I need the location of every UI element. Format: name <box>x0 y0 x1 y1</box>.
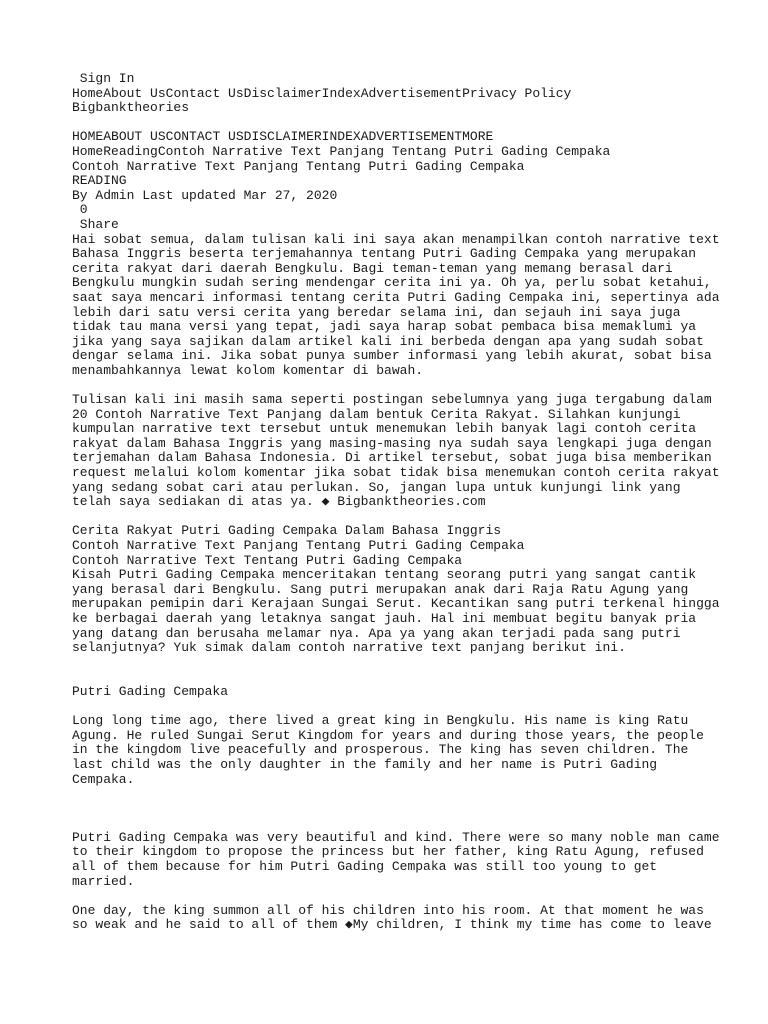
text-line: Bahasa Inggris beserta terjemahannya tentang Putri Gading Cempaka yang merupakan <box>72 246 697 262</box>
intro-paragraph <box>72 231 720 379</box>
breadcrumb-reading[interactable]: Reading <box>103 143 158 159</box>
text-line: kumpulan narrative text tersebut untuk menemukan lebih banyak lagi contoh cerita <box>72 421 697 437</box>
text-line: selanjutnya? Yuk simak dalam contoh narrative text panjang berikut ini. <box>72 640 626 656</box>
text-line: Tulisan kali ini masih sama seperti postingan sebelumnya yang juga tergabung dalam <box>72 392 712 408</box>
comment-count[interactable]: 0 <box>72 202 88 218</box>
text-line: jika yang saya sajikan dalam artikel kali ini berbeda dengan apa yang sudah sobat <box>72 333 704 349</box>
text-line: telah saya sediakan di atas ya. ◆ Bigbanktheories.com <box>72 494 486 510</box>
text-line: yang datang dan berusaha melamar nya. Apa ya yang akan terjadi pada sang putri <box>72 625 681 641</box>
page-content <box>72 71 720 933</box>
sign-in-link[interactable]: Sign In <box>72 71 135 86</box>
top-nav <box>72 87 712 102</box>
text-line: One day, the king summon all of his children into his room. At that moment he was <box>72 902 704 918</box>
text-line: all of them because for him Putri Gading Cempaka was still too young to get <box>72 859 658 875</box>
related-links <box>72 524 712 568</box>
text-line: 20 Contoh Narrative Text Panjang dalam bentuk Cerita Rakyat. Silahkan kunjungi <box>72 406 681 422</box>
text-line: Cempaka. <box>72 771 135 787</box>
nav-link-home[interactable]: Home <box>72 85 104 101</box>
breadcrumb-current: Contoh Narrative Text Panjang Tentang Putri Gading Cempaka <box>157 143 611 159</box>
text-line: rakyat dalam Bahasa Inggris yang masing-masing nya sudah saya lengkapi juga dengan <box>72 435 712 451</box>
story-paragraph-2 <box>72 829 720 889</box>
text-line: terjemahan dalam Bahasa Indonesia. Di artikel tersebut, sobat juga bisa memberikan <box>72 450 712 466</box>
nav-link-index[interactable]: Index <box>321 85 361 101</box>
text-line: cerita rakyat dari daerah Bengkulu. Bagi teman-teman yang memang berasal dari <box>72 260 673 276</box>
related-link[interactable]: Contoh Narrative Text Panjang Tentang Putri Gading Cempaka <box>72 538 525 553</box>
article-category[interactable]: READING <box>72 173 127 189</box>
site-name[interactable]: Bigbanktheories <box>72 100 190 116</box>
text-line: Long long time ago, there lived a great king in Bengkulu. His name is king Ratu <box>72 713 689 729</box>
text-line: yang berasal dari Bengkulu. Sang putri merupakan anak dari Raja Ratu Agung yang <box>72 581 689 597</box>
summary-paragraph <box>72 567 720 656</box>
related-link[interactable]: Contoh Narrative Text Tentang Putri Gading Cempaka <box>72 552 463 568</box>
story-paragraph-3 <box>72 904 712 933</box>
text-line: Bengkulu mungkin sudah sering mendengar cerita ini ya. Oh ya, perlu sobat ketahui, <box>72 275 712 291</box>
text-line: ke berbagai daerah yang letaknya sangat jauh. Hal ini membuat begitu banyak pria <box>72 610 697 626</box>
text-line: lebih dari satu versi cerita yang beredar selama ini, dan sejauh ini saya juga <box>72 304 681 320</box>
breadcrumb-home[interactable]: Home <box>72 143 104 159</box>
main-nav-about-us[interactable]: ABOUT US <box>103 129 166 145</box>
text-line: married. <box>72 873 135 889</box>
story-paragraph-1 <box>72 714 712 787</box>
text-line: last child was the only daughter in the family and her name is Putri Gading <box>72 756 658 772</box>
nav-link-about-us[interactable]: About Us <box>103 85 166 101</box>
article-byline: By Admin Last updated Mar 27, 2020 <box>72 187 338 203</box>
text-line: Agung. He ruled Sungai Serut Kingdom for years and during those years, the people <box>72 727 704 743</box>
text-line: Putri Gading Cempaka was very beautiful and kind. There were so many noble man came <box>72 829 720 845</box>
nav-link-advertisement[interactable]: Advertisement <box>360 85 463 101</box>
text-line: Hai sobat semua, dalam tulisan kali ini saya akan menampilkan contoh narrative text <box>72 231 720 247</box>
text-line: saat saya mencari informasi tentang cerita Putri Gading Cempaka ini, sepertinya ada <box>72 289 720 305</box>
nav-link-contact-us[interactable]: Contact Us <box>165 85 244 101</box>
article-title: Contoh Narrative Text Panjang Tentang Putri Gading Cempaka <box>72 158 525 174</box>
text-line: merupakan pemipin dari Kerajaan Sungai Serut. Kecantikan sang putri terkenal hingga <box>72 596 720 612</box>
text-line: request melalui kolom komentar jika sobat tidak bisa menemukan contoh cerita rakyat <box>72 465 720 481</box>
text-line: dengar selama ini. Jika sobat punya sumber informasi yang lebih akurat, sobat bisa <box>72 348 712 364</box>
share-button[interactable]: Share <box>72 216 119 232</box>
collection-paragraph <box>72 392 720 510</box>
breadcrumb <box>72 145 712 160</box>
text-line: yang sedang sobat cari atau perlukan. So, jangan lupa untuk kunjungi link yang <box>72 479 681 495</box>
text-line: tidak tau mana versi yang tepat, jadi saya harap sobat pembaca bisa memaklumi ya <box>72 319 697 335</box>
story-title: Putri Gading Cempaka <box>72 683 229 699</box>
nav-link-disclaimer[interactable]: Disclaimer <box>243 85 322 101</box>
main-nav-more[interactable]: MORE <box>462 129 494 145</box>
main-nav-disclaimer[interactable]: DISCLAIMER <box>243 129 322 145</box>
text-line: so weak and he said to all of them ◆My children, I think my time has come to leave <box>72 917 712 933</box>
text-line: in the kingdom live peacefully and prosperous. The king has seven children. The <box>72 742 689 758</box>
related-link[interactable]: Cerita Rakyat Putri Gading Cempaka Dalam Bahasa Inggris <box>72 523 502 539</box>
main-nav-advertisement[interactable]: ADVERTISEMENT <box>360 129 463 145</box>
nav-link-privacy-policy[interactable]: Privacy Policy <box>462 85 572 101</box>
text-line: to their kingdom to propose the princess but her father, king Ratu Agung, refused <box>72 844 704 860</box>
main-nav <box>72 130 712 145</box>
text-line: menambahkannya lewat kolom komentar di bawah. <box>72 362 424 378</box>
main-nav-contact-us[interactable]: CONTACT US <box>165 129 244 145</box>
main-nav-index[interactable]: INDEX <box>321 129 361 145</box>
text-line: Kisah Putri Gading Cempaka menceritakan tentang seorang putri yang sangat cantik <box>72 567 697 583</box>
main-nav-home[interactable]: HOME <box>72 129 104 145</box>
